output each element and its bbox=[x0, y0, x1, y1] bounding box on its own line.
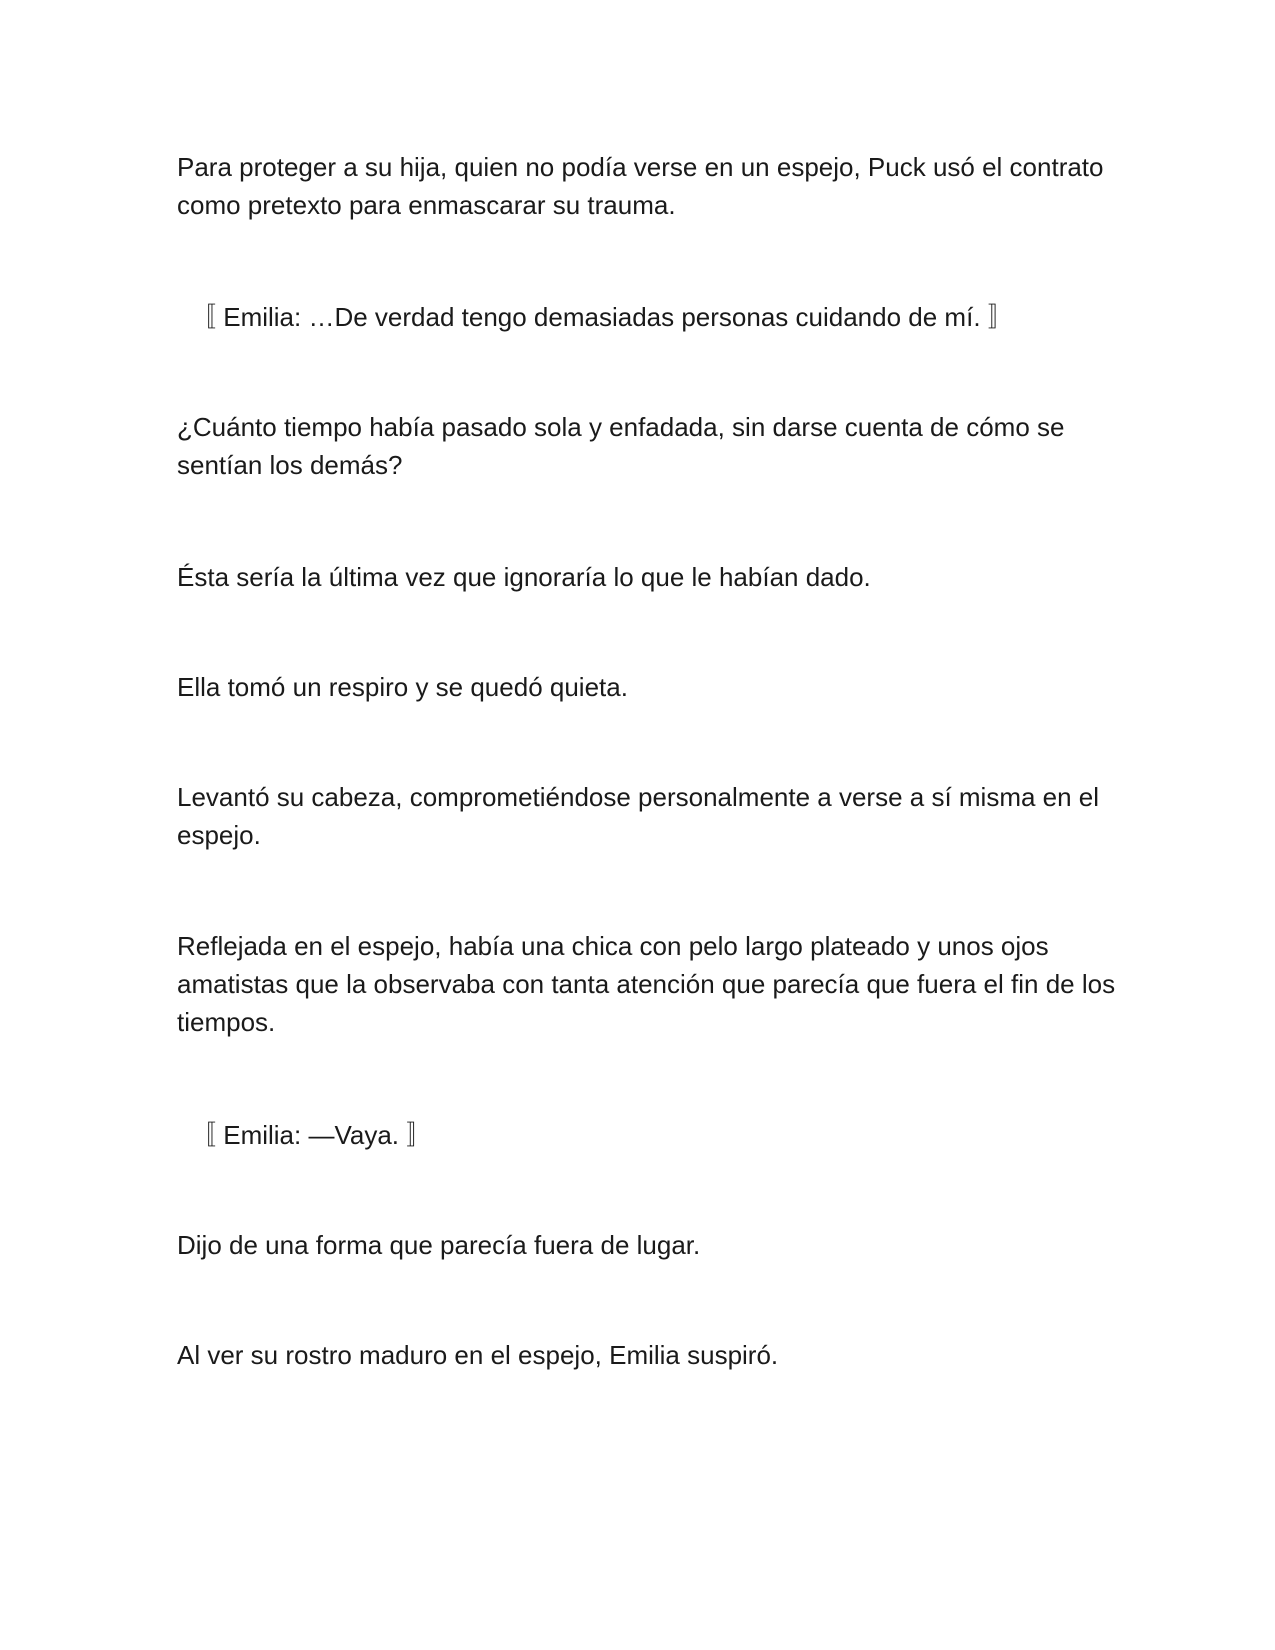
paragraph-7: Dijo de una forma que parecía fuera de lugar. bbox=[177, 1230, 701, 1260]
paragraph-2: ¿Cuánto tiempo había pasado sola y enfadada, sin darse cuenta de cómo se sentían los demás? bbox=[177, 412, 1065, 480]
dialogue-emilia-1: 〚 Emilia: …De verdad tengo demasiadas personas cuidando de mí. 〛 bbox=[190, 302, 1014, 332]
paragraph-4: Ella tomó un respiro y se quedó quieta. bbox=[177, 672, 628, 702]
paragraph-6: Reflejada en el espejo, había una chica con pelo largo plateado y unos ojos amatistas que la observaba con tanta atención que parecía que fuera el fin de los tiempos. bbox=[177, 931, 1116, 1037]
paragraph-5: Levantó su cabeza, comprometiéndose personalmente a verse a sí misma en el espejo. bbox=[177, 782, 1100, 850]
paragraph-1: Para proteger a su hija, quien no podía verse en un espejo, Puck usó el contrato como pretexto para enmascarar su trauma. bbox=[177, 152, 1104, 220]
dialogue-emilia-2: 〚 Emilia: —Vaya. 〛 bbox=[190, 1120, 433, 1150]
paragraph-3: Ésta sería la última vez que ignoraría lo que le habían dado. bbox=[177, 562, 871, 592]
paragraph-8: Al ver su rostro maduro en el espejo, Emilia suspiró. bbox=[177, 1340, 779, 1370]
